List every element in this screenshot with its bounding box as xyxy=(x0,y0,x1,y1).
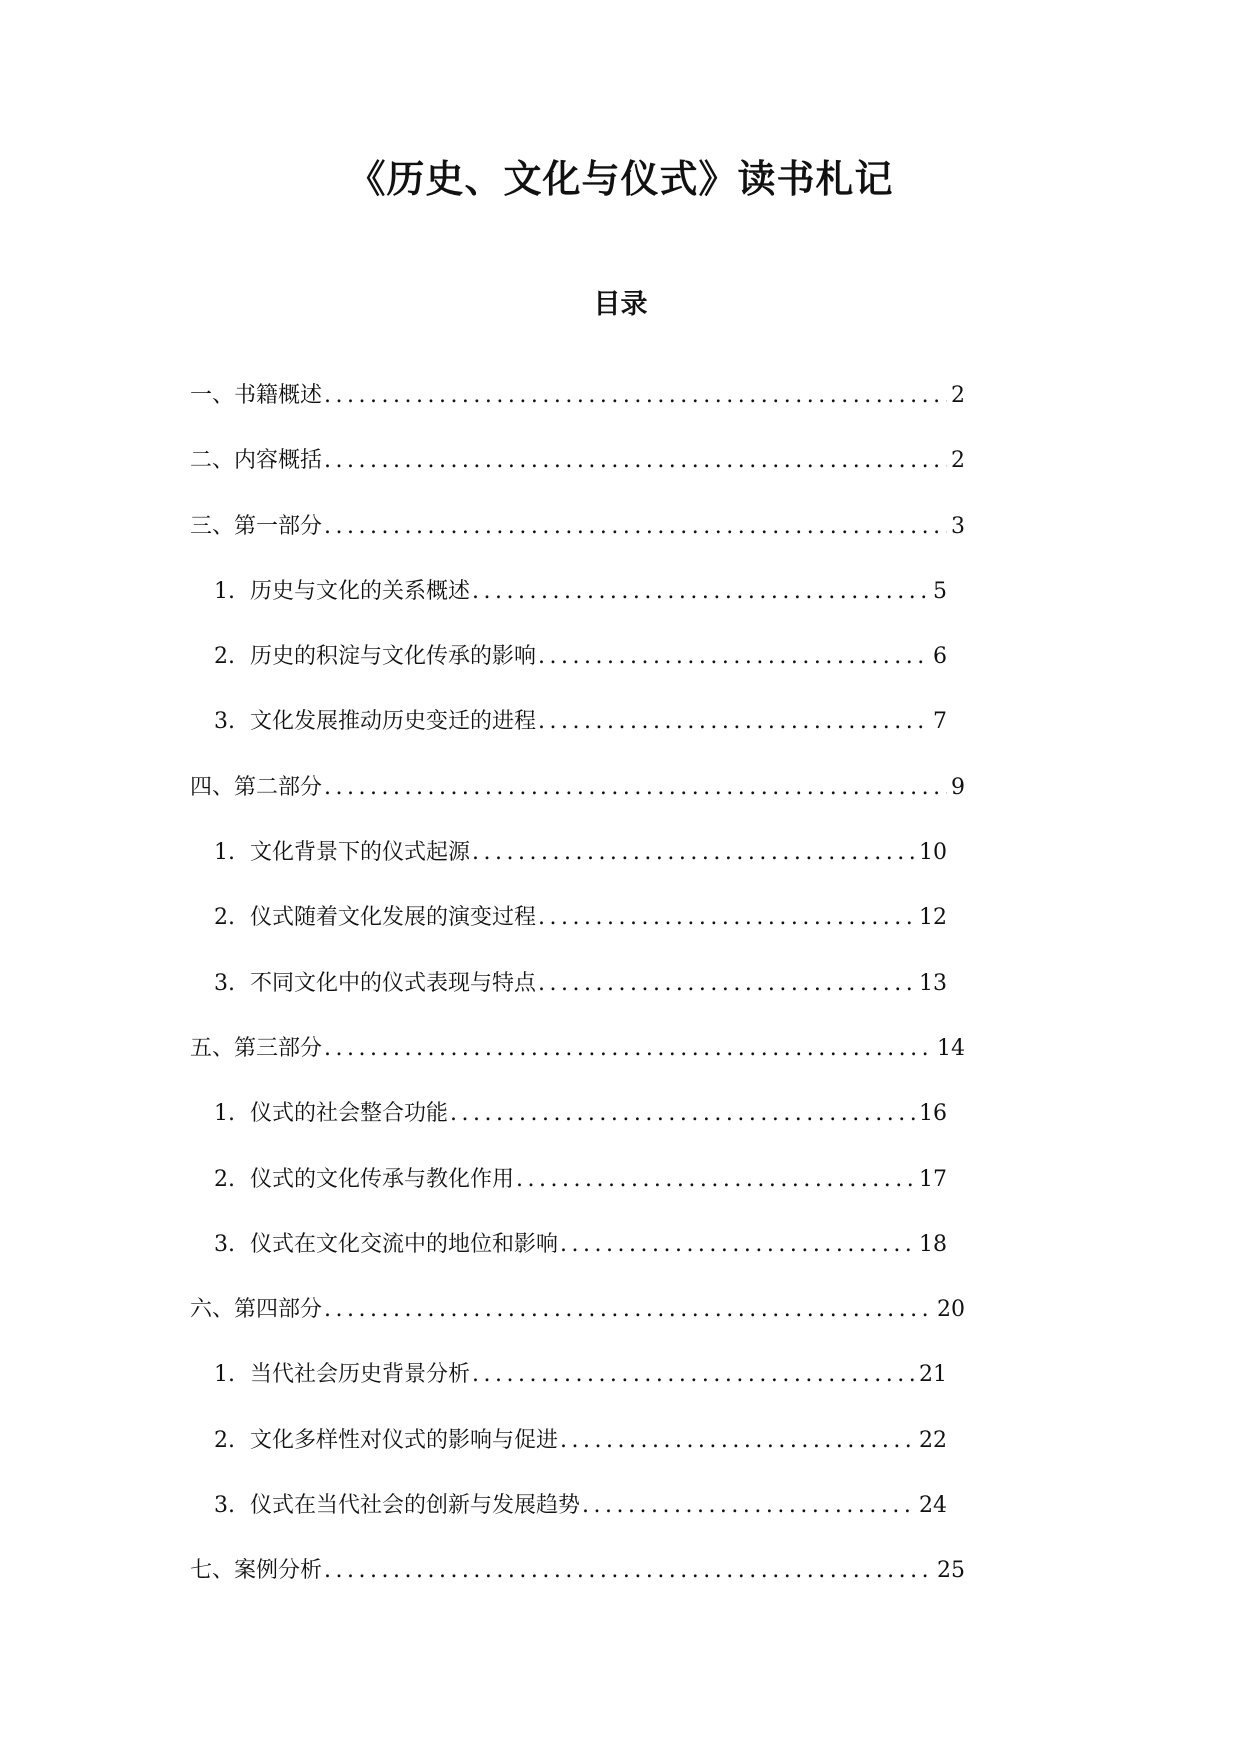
toc-entry-page: 2 xyxy=(951,383,965,408)
toc-entry-label: 文化多样性对仪式的影响与促进 xyxy=(250,1427,559,1453)
toc-entry-page: 3 xyxy=(951,513,965,539)
toc-entry-page: 5 xyxy=(933,578,947,604)
toc-entry-number: 3. xyxy=(214,970,235,996)
toc-entry[interactable] xyxy=(190,1162,947,1227)
toc-entry-page: 20 xyxy=(937,1297,965,1323)
toc-entry-page: 12 xyxy=(919,905,947,931)
toc-entry[interactable] xyxy=(190,1292,965,1357)
toc-entry-label: 文化发展推动历史变迁的进程 xyxy=(250,709,537,735)
toc-entry[interactable] xyxy=(190,1096,947,1161)
toc-entry[interactable] xyxy=(190,1227,947,1292)
toc-dot-leader xyxy=(324,1036,933,1061)
toc-entry[interactable] xyxy=(190,378,965,443)
toc-entry-number: 2. xyxy=(214,1427,235,1453)
toc-entry[interactable] xyxy=(190,574,947,639)
toc-entry-number: 1. xyxy=(214,578,235,604)
toc-entry-label: 四、第二部分 xyxy=(190,774,323,800)
toc-entry-label: 历史的积淀与文化传承的影响 xyxy=(250,644,537,670)
toc-entry-label: 文化背景下的仪式起源 xyxy=(250,840,471,866)
toc-dot-leader xyxy=(538,971,915,996)
toc-entry-number: 3. xyxy=(214,1231,235,1257)
toc-entry-page: 6 xyxy=(933,644,947,670)
toc-entry-label: 仪式的社会整合功能 xyxy=(250,1101,449,1127)
toc-entry-label: 七、案例分析 xyxy=(190,1558,323,1584)
toc-entry-label: 三、第一部分 xyxy=(190,513,323,539)
table-of-contents xyxy=(190,378,965,1619)
toc-entry-number: 2. xyxy=(214,644,235,670)
toc-entry-page: 14 xyxy=(937,1035,965,1061)
toc-dot-leader xyxy=(450,1101,915,1126)
toc-dot-leader xyxy=(560,1428,915,1453)
toc-entry-page: 18 xyxy=(919,1231,947,1257)
toc-dot-leader xyxy=(472,840,915,865)
toc-entry-label: 不同文化中的仪式表现与特点 xyxy=(250,970,537,996)
toc-dot-leader xyxy=(324,383,947,408)
toc-entry-number: 1. xyxy=(214,840,235,866)
toc-entry-page: 2 xyxy=(951,448,965,474)
toc-entry[interactable] xyxy=(190,1488,947,1553)
toc-entry-number: 2. xyxy=(214,905,235,931)
toc-entry[interactable] xyxy=(190,1357,947,1422)
toc-entry-number: 1. xyxy=(214,1101,235,1127)
toc-entry-number: 3. xyxy=(214,709,235,735)
toc-entry[interactable] xyxy=(190,509,965,574)
toc-dot-leader xyxy=(538,709,929,734)
toc-dot-leader xyxy=(324,775,947,800)
toc-heading: 目录 xyxy=(593,289,648,320)
toc-entry-label: 一、书籍概述 xyxy=(190,383,323,408)
toc-entry[interactable] xyxy=(190,966,947,1031)
toc-dot-leader xyxy=(538,644,929,669)
toc-entry-label: 五、第三部分 xyxy=(190,1035,323,1061)
toc-dot-leader xyxy=(472,579,929,604)
toc-entry-page: 10 xyxy=(919,840,947,866)
toc-dot-leader xyxy=(472,1362,915,1387)
toc-entry-label: 仪式在当代社会的创新与发展趋势 xyxy=(250,1493,581,1519)
toc-entry-label: 当代社会历史背景分析 xyxy=(250,1362,471,1388)
toc-entry[interactable] xyxy=(190,1031,965,1096)
toc-entry[interactable] xyxy=(190,835,947,900)
toc-entry-page: 9 xyxy=(951,774,965,800)
toc-entry[interactable] xyxy=(190,770,965,835)
toc-entry-number: 3. xyxy=(214,1493,235,1519)
toc-entry[interactable] xyxy=(190,639,947,704)
toc-entry[interactable] xyxy=(190,1423,947,1488)
toc-dot-leader xyxy=(582,1493,915,1518)
toc-entry[interactable] xyxy=(190,1553,965,1618)
toc-entry-page: 13 xyxy=(919,970,947,996)
toc-entry-page: 21 xyxy=(919,1362,947,1388)
toc-entry-page: 25 xyxy=(937,1558,965,1584)
toc-entry-number: 2. xyxy=(214,1166,235,1192)
toc-dot-leader xyxy=(324,514,947,539)
toc-entry-label: 仪式随着文化发展的演变过程 xyxy=(250,905,537,931)
toc-entry-label: 仪式的文化传承与教化作用 xyxy=(250,1166,515,1192)
toc-dot-leader xyxy=(538,905,915,930)
toc-entry-page: 24 xyxy=(919,1493,947,1519)
toc-dot-leader xyxy=(560,1232,915,1257)
toc-entry-label: 六、第四部分 xyxy=(190,1297,323,1323)
toc-entry[interactable] xyxy=(190,900,947,965)
document-title: 《历史、文化与仪式》读书札记 xyxy=(347,157,894,201)
toc-entry-page: 22 xyxy=(919,1427,947,1453)
toc-dot-leader xyxy=(324,448,947,473)
toc-entry-label: 二、内容概括 xyxy=(190,448,323,474)
toc-dot-leader xyxy=(324,1297,933,1322)
toc-entry-page: 7 xyxy=(933,709,947,735)
toc-entry-label: 仪式在文化交流中的地位和影响 xyxy=(250,1231,559,1257)
toc-dot-leader xyxy=(516,1167,915,1192)
toc-entry-label: 历史与文化的关系概述 xyxy=(250,578,471,604)
toc-entry-page: 16 xyxy=(919,1101,947,1127)
toc-dot-leader xyxy=(324,1558,933,1583)
toc-entry[interactable] xyxy=(190,704,947,769)
toc-entry-number: 1. xyxy=(214,1362,235,1388)
toc-entry-page: 17 xyxy=(919,1166,947,1192)
toc-entry[interactable] xyxy=(190,443,965,508)
